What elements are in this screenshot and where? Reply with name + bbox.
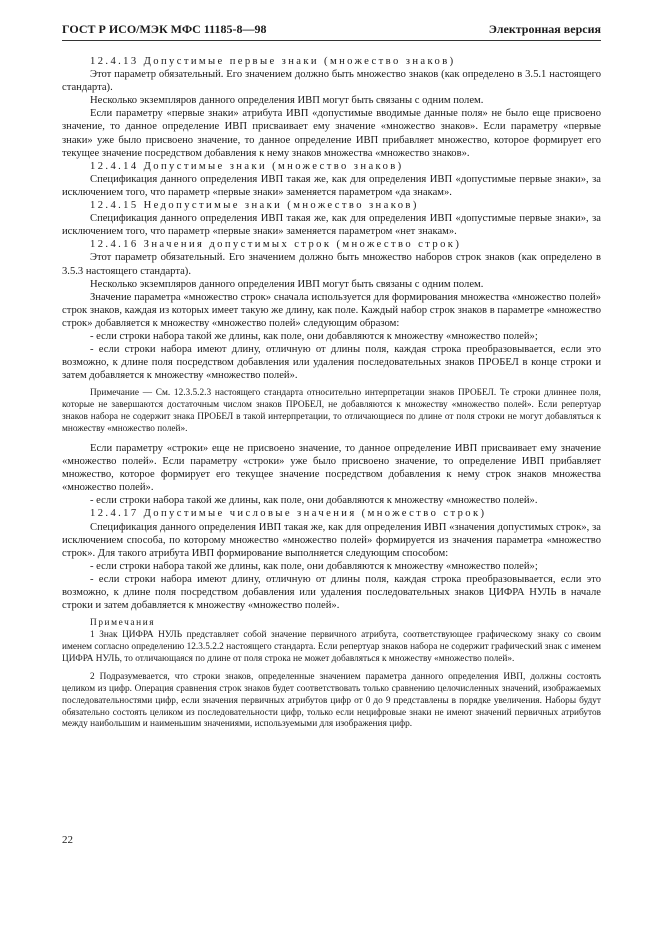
note-item-2: 2 Подразумевается, что строки знаков, определенные значением параметра данного определения ИВП, должны состоять целиком из цифр. Операция сравнения строк знаков будет соответствовать только сравнению целочисленных значений, изображаемых последовательностями цифр, если значения первичных атрибутов цифр от 0 до 9 представлены в порядке увеличения. Наборы будут обязательно состоять целиком из последовательности цифр, только если нецифровые знаки не имеют значений первичных атрибутов между наибольшим и наименьшим значениями, используемыми для изображения цифр. — [62, 671, 601, 730]
version-label: Электронная версия — [488, 22, 601, 36]
note-paragraph: Примечание — См. 12.3.5.2.3 настоящего стандарта относительно интерпретации знаков ПРОБЕЛ. Те строки длиннее поля, которые не завершаются достаточным числом знаков ПРОБЕЛ, не добавляются к множеству «множество полей». Если репертуар знаков набора не содержит знака ПРОБЕЛ в такой интерпретации, то отличающиеся по длине от поля строки не могут добавляться к множеству «множество полей». — [62, 388, 601, 435]
paragraph: Спецификация данного определения ИВП такая же, как для определения ИВП «допустимые первые знаки», за исключением того, что параметр «первые знаки» заменяется параметром «да знакам». — [62, 173, 601, 198]
page-body — [62, 55, 601, 731]
heading-12-4-17: 12.4.17 Допустимые числовые значения (множество строк) — [90, 508, 487, 520]
notes-heading: Примечания — [90, 618, 156, 629]
heading-12-4-16: 12.4.16 Значения допустимых строк (множество строк) — [90, 239, 462, 251]
paragraph: Спецификация данного определения ИВП такая же, как для определения ИВП «значения допустимых строк», за исключением способа, по которому множество «множество полей» формируется из значения параметра «множество строк». Для такого атрибута ИВП формирование выполняется следующим способом: — [62, 521, 601, 559]
paragraph: Значение параметра «множество строк» сначала используется для формирования множества «множество полей» строк знаков, каждая из которых имеет такую же длину, как поле. Каждый набор строк знаков в параметре «множество строк» добавляется к множеству «множество полей» следующим образом: — [62, 291, 601, 329]
header-rule — [62, 40, 601, 41]
list-item: - если строки набора имеют длину, отличную от длины поля, каждая строка преобразовывается, если это возможно, к длине поля посредством добавления или удаления последовательных знаков ПРОБЕЛ в конце строки и затем добавляется к множеству «множество полей». — [62, 344, 601, 382]
paragraph: Если параметру «первые знаки» атрибута ИВП «допустимые вводимые данные поля» не было еще присвоено значение, то данное определение ИВП присваивает ему значение «множество знаков». Если параметру «первые знаки» уже было присвоено значение, то данное определение ИВП прибавляет множество, которое формирует его текущее значение посредством добавления к нему знаков множества «множество знаков». — [62, 108, 601, 159]
standard-title: ГОСТ Р ИСО/МЭК МФС 11185-8—98 — [62, 22, 267, 36]
list-item: - если строки набора такой же длины, как поле, они добавляются к множеству «множество полей»; — [90, 560, 538, 572]
paragraph: Если параметру «строки» еще не присвоено значение, то данное определение ИВП присваивает ему значение «множество полей». Если параметру «строки» уже было присвоено значение, то определение ИВП прибавляет множество, которое формирует его текущее значение посредством добавления к нему строк знаков множества «множество полей». — [62, 442, 601, 494]
list-item: - если строки набора имеют длину, отличную от длины поля, каждая строка преобразовывается, если это возможно, к длине поля посредством добавления или удаления последовательных знаков ЦИФРА НУЛЬ в начале строки и затем добавляется к множеству «множество полей». — [62, 573, 601, 612]
paragraph: Спецификация данного определения ИВП такая же, как для определения ИВП «допустимые первые знаки», за исключением того, что параметр «первые знаки» заменяется параметром «нет знакам». — [62, 213, 601, 238]
heading-12-4-14: 12.4.14 Допустимые знаки (множество знаков) — [90, 160, 404, 172]
heading-12-4-13: 12.4.13 Допустимые первые знаки (множество знаков) — [90, 56, 456, 67]
list-item: - если строки набора такой же длины, как поле, они добавляются к множеству «множество полей»; — [90, 330, 538, 342]
paragraph: Несколько экземпляров данного определения ИВП могут быть связаны с одним полем. — [90, 278, 484, 290]
paragraph: Этот параметр обязательный. Его значением должно быть множество наборов строк знаков (как определено в 3.5.3 настоящего стандарта). — [62, 252, 601, 277]
paragraph: Несколько экземпляров данного определения ИВП могут быть связаны с одним полем. — [90, 95, 484, 107]
page-header — [62, 22, 601, 40]
page-number: 22 — [62, 834, 73, 846]
heading-12-4-15: 12.4.15 Недопустимые знаки (множество знаков) — [90, 200, 419, 212]
list-item: - если строки набора такой же длины, как поле, они добавляются к множеству «множество полей». — [90, 495, 538, 507]
note-item-1: 1 Знак ЦИФРА НУЛЬ представляет собой значение первичного атрибута, соответствующее графическому знаку со своим именем согласно определению 12.3.5.2.2 настоящего стандарта. Если репертуар знаков набора не содержит графический знак с именем ЦИФРА НУЛЬ, то отличающаяся по длине от поля строка не может добавляться к множеству «множество полей». — [62, 630, 601, 664]
paragraph: Этот параметр обязательный. Его значением должно быть множество знаков (как определено в 3.5.1 настоящего стандарта). — [62, 69, 601, 94]
